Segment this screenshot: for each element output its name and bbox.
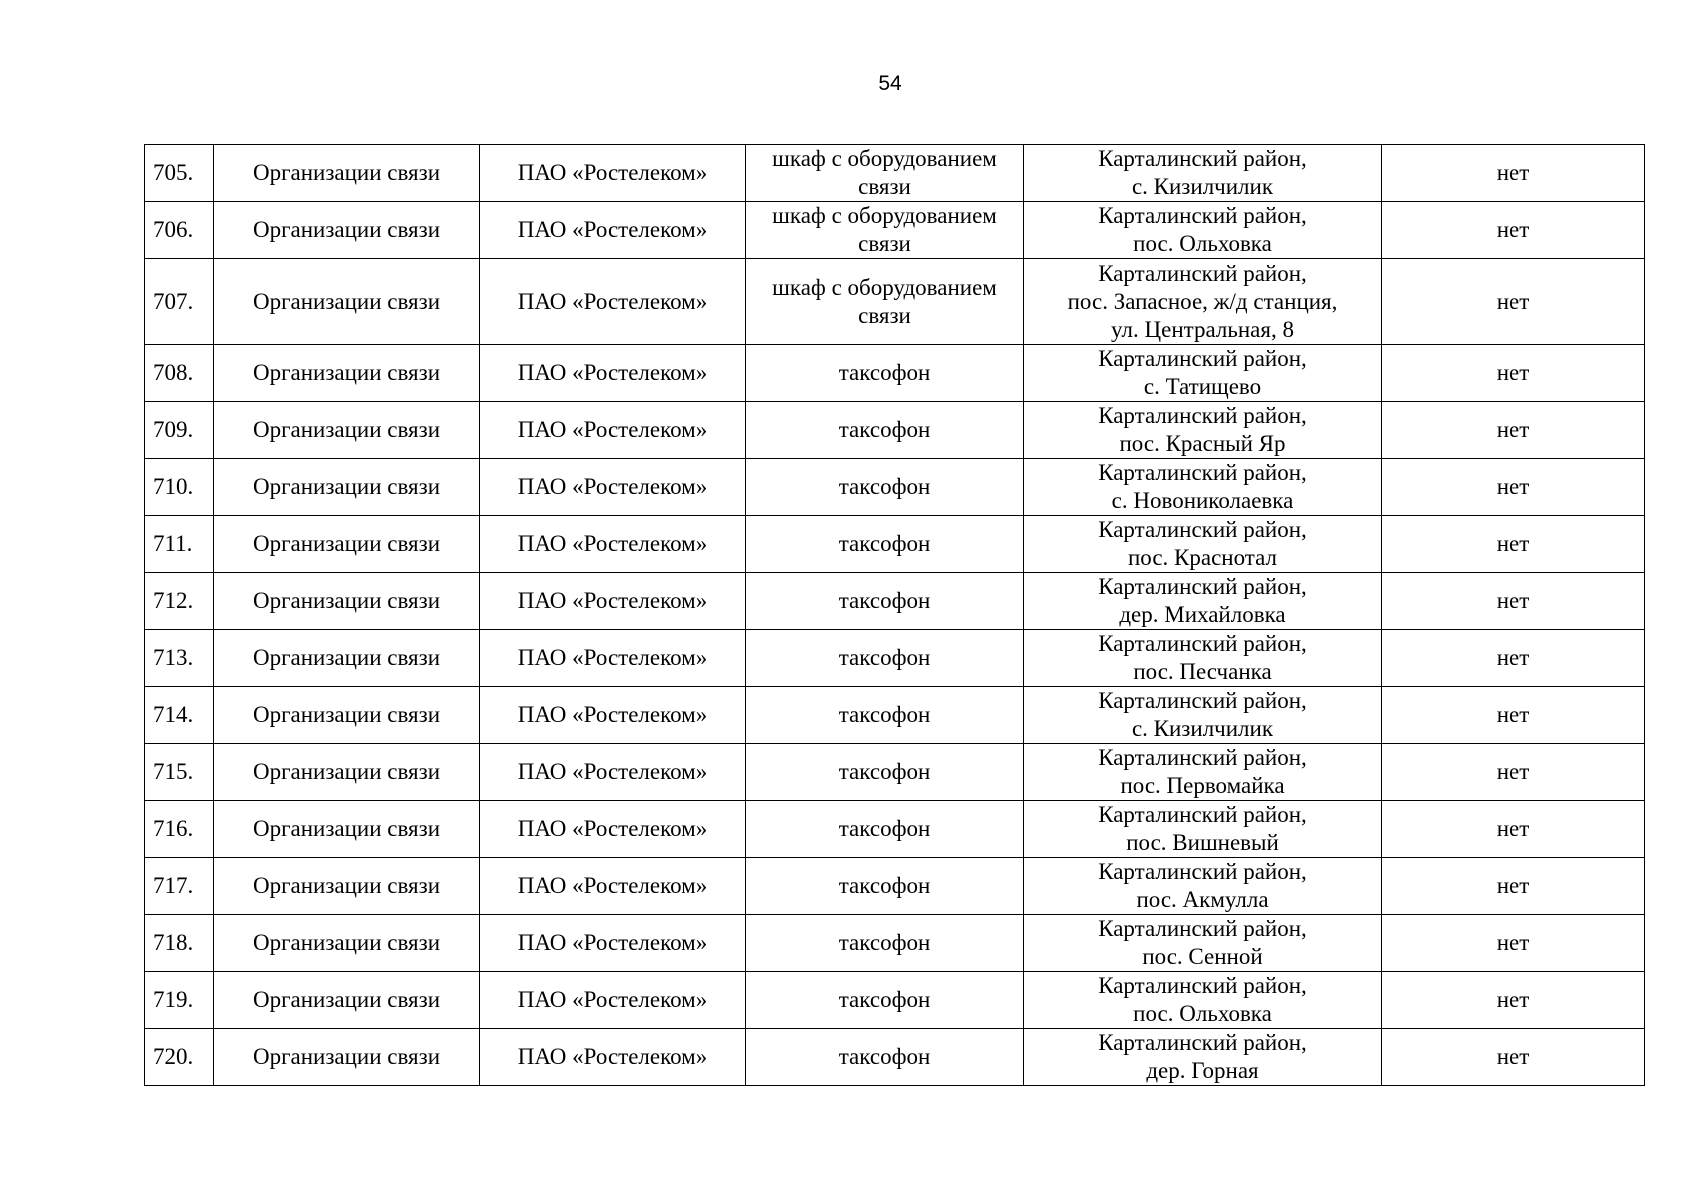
address-cell-line: Карталинский район, [1098,631,1307,656]
address-cell-line: Карталинский район, [1098,403,1307,428]
object-cell-line: таксофон [838,360,931,385]
category-cell: Организации связи [214,459,480,516]
row-number-cell: 709. [145,402,214,459]
status-cell: нет [1382,972,1645,1029]
owner-cell: ПАО «Ростелеком» [480,459,746,516]
address-cell-line: ул. Центральная, 8 [1111,316,1294,342]
owner-cell: ПАО «Ростелеком» [480,345,746,402]
status-cell: нет [1382,202,1645,259]
status-cell: нет [1382,687,1645,744]
row-number-cell: 711. [145,516,214,573]
row-number-cell: 716. [145,801,214,858]
owner-cell: ПАО «Ростелеком» [480,687,746,744]
owner-cell: ПАО «Ростелеком» [480,915,746,972]
object-cell-line: таксофон [838,930,931,955]
address-cell-line: Карталинский район, [1098,802,1307,827]
table-row [145,744,1645,801]
object-cell-line: шкаф с оборудованием [772,203,997,228]
object-cell [746,459,1024,516]
address-cell-line: Карталинский район, [1098,973,1307,998]
object-cell-line: таксофон [838,1044,931,1069]
row-number-cell: 714. [145,687,214,744]
owner-cell: ПАО «Ростелеком» [480,259,746,345]
address-cell-line: с. Кизилчилик [1131,174,1274,199]
owner-cell: ПАО «Ростелеком» [480,1029,746,1086]
table-row [145,858,1645,915]
address-cell-line: пос. Песчанка [1133,659,1272,684]
address-cell [1024,459,1382,516]
object-cell [746,402,1024,459]
object-cell-line: таксофон [838,702,931,727]
category-cell: Организации связи [214,858,480,915]
table-row [145,202,1645,259]
owner-cell: ПАО «Ростелеком» [480,630,746,687]
owner-cell: ПАО «Ростелеком» [480,573,746,630]
address-cell-line: пос. Запасное, ж/д станция, [1067,288,1338,314]
status-cell: нет [1382,573,1645,630]
category-cell: Организации связи [214,744,480,801]
object-cell [746,573,1024,630]
object-cell [746,630,1024,687]
table-row [145,402,1645,459]
status-cell: нет [1382,801,1645,858]
address-cell-line: Карталинский район, [1098,574,1307,599]
address-cell-line: Карталинский район, [1098,517,1307,542]
owner-cell: ПАО «Ростелеком» [480,402,746,459]
status-cell: нет [1382,1029,1645,1086]
table-row [145,972,1645,1029]
status-cell: нет [1382,630,1645,687]
address-cell [1024,744,1382,801]
address-cell-line: Карталинский район, [1098,688,1307,713]
object-cell-line: таксофон [838,645,931,670]
address-cell-line: дер. Горная [1146,1058,1259,1083]
object-cell [746,1029,1024,1086]
address-cell-line: пос. Первомайка [1120,773,1285,798]
row-number-cell: 707. [145,259,214,345]
table-row [145,915,1645,972]
object-cell-line: таксофон [838,417,931,442]
address-cell [1024,1029,1382,1086]
address-cell-line: с. Кизилчилик [1131,716,1274,741]
category-cell: Организации связи [214,630,480,687]
row-number-cell: 713. [145,630,214,687]
registry-table-body [145,145,1645,1086]
object-cell [746,516,1024,573]
category-cell: Организации связи [214,972,480,1029]
row-number-cell: 712. [145,573,214,630]
table-row [145,801,1645,858]
object-cell [746,202,1024,259]
category-cell: Организации связи [214,573,480,630]
address-cell-line: Карталинский район, [1098,916,1307,941]
address-cell [1024,687,1382,744]
object-cell [746,915,1024,972]
status-cell: нет [1382,402,1645,459]
row-number-cell: 718. [145,915,214,972]
status-cell: нет [1382,459,1645,516]
address-cell [1024,145,1382,202]
status-cell: нет [1382,744,1645,801]
address-cell-line: пос. Ольховка [1133,1001,1272,1026]
address-cell-line: Карталинский район, [1098,260,1307,286]
row-number-cell: 706. [145,202,214,259]
owner-cell: ПАО «Ростелеком» [480,744,746,801]
status-cell: нет [1382,345,1645,402]
category-cell: Организации связи [214,145,480,202]
object-cell-line: таксофон [838,873,931,898]
owner-cell: ПАО «Ростелеком» [480,801,746,858]
object-cell-line: связи [858,231,911,256]
page-number: 54 [878,72,902,95]
address-cell [1024,858,1382,915]
object-cell [746,858,1024,915]
row-number-cell: 717. [145,858,214,915]
status-cell: нет [1382,259,1645,345]
table-row [145,516,1645,573]
category-cell: Организации связи [214,1029,480,1086]
table-row [145,459,1645,516]
address-cell-line: пос. Акмулла [1136,887,1269,912]
row-number-cell: 708. [145,345,214,402]
category-cell: Организации связи [214,915,480,972]
status-cell: нет [1382,915,1645,972]
object-cell [746,972,1024,1029]
address-cell [1024,516,1382,573]
object-cell [746,744,1024,801]
object-cell [746,345,1024,402]
address-cell-line: пос. Краснотал [1127,545,1278,570]
row-number-cell: 719. [145,972,214,1029]
registry-table [144,144,1645,1086]
object-cell-line: шкаф с оборудованием [772,146,997,171]
object-cell-line: таксофон [838,759,931,784]
address-cell-line: Карталинский район, [1098,745,1307,770]
row-number-cell: 720. [145,1029,214,1086]
address-cell-line: пос. Ольховка [1133,231,1272,256]
address-cell [1024,630,1382,687]
object-cell-line: таксофон [838,816,931,841]
object-cell [746,145,1024,202]
object-cell-line: шкаф с оборудованием [772,274,997,300]
address-cell-line: Карталинский район, [1098,1030,1307,1055]
object-cell-line: связи [858,174,911,199]
table-row [145,345,1645,402]
object-cell-line: таксофон [838,987,931,1012]
owner-cell: ПАО «Ростелеком» [480,202,746,259]
category-cell: Организации связи [214,801,480,858]
address-cell-line: Карталинский район, [1098,460,1307,485]
object-cell-line: таксофон [838,531,931,556]
address-cell-line: пос. Сенной [1142,944,1263,969]
address-cell [1024,915,1382,972]
address-cell-line: с. Новониколаевка [1111,488,1294,513]
address-cell-line: Карталинский район, [1098,346,1307,371]
object-cell-line: связи [858,302,911,328]
address-cell-line: Карталинский район, [1098,146,1307,171]
category-cell: Организации связи [214,687,480,744]
table-row [145,573,1645,630]
address-cell-line: дер. Михайловка [1119,602,1286,627]
owner-cell: ПАО «Ростелеком» [480,858,746,915]
table-row [145,259,1645,345]
row-number-cell: 710. [145,459,214,516]
address-cell [1024,202,1382,259]
object-cell-line: таксофон [838,588,931,613]
table-row [145,145,1645,202]
address-cell [1024,345,1382,402]
address-cell-line: Карталинский район, [1098,859,1307,884]
owner-cell: ПАО «Ростелеком» [480,516,746,573]
status-cell: нет [1382,145,1645,202]
address-cell-line: Карталинский район, [1098,203,1307,228]
row-number-cell: 715. [145,744,214,801]
category-cell: Организации связи [214,259,480,345]
status-cell: нет [1382,516,1645,573]
object-cell [746,687,1024,744]
address-cell-line: с. Татищево [1143,374,1262,399]
address-cell-line: пос. Вишневый [1126,830,1279,855]
address-cell [1024,402,1382,459]
object-cell-line: таксофон [838,474,931,499]
address-cell-line: пос. Красный Яр [1119,431,1286,456]
address-cell [1024,801,1382,858]
table-row [145,630,1645,687]
category-cell: Организации связи [214,516,480,573]
address-cell [1024,259,1382,345]
table-row [145,687,1645,744]
owner-cell: ПАО «Ростелеком» [480,145,746,202]
table-row [145,1029,1645,1086]
object-cell [746,259,1024,345]
category-cell: Организации связи [214,402,480,459]
status-cell: нет [1382,858,1645,915]
object-cell [746,801,1024,858]
category-cell: Организации связи [214,202,480,259]
address-cell [1024,573,1382,630]
owner-cell: ПАО «Ростелеком» [480,972,746,1029]
row-number-cell: 705. [145,145,214,202]
category-cell: Организации связи [214,345,480,402]
address-cell [1024,972,1382,1029]
